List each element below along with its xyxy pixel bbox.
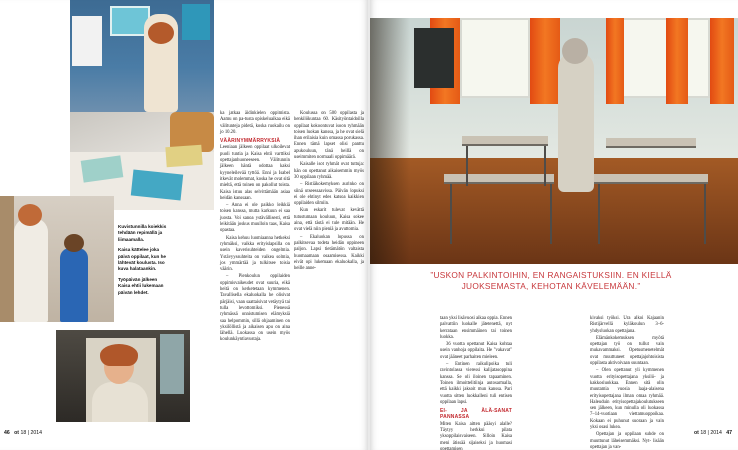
- paragraph: Elämänkokemuksen myötä opettajan työ on tullut vain mukavammaksi. Opetusmenetelmät ovat muuttuneet opettajajohtoisista oppilasta aktivoivaan suuntaan.: [590, 335, 664, 367]
- page-number: 46: [4, 430, 10, 436]
- section-heading: EI- JA ÄLÄ-SANAT PANNASSA: [440, 408, 512, 421]
- folio-left: [4, 430, 42, 436]
- paragraph: ka jatkaa äidinkielen oppimista. Aamu on pa-tusta opiskeluaikaa eikä välitunteja pidetä, koska ruokailu on jo 10.20.: [220, 111, 290, 135]
- photo-teacher-with-boy: [0, 196, 114, 322]
- paragraph: – Ristiäkokemyksen aurinko on siinä utseessaavissa. Päivän lopuksi ei ole ehtinyt edes katsoa kaikkien oppilaiden silmiin.: [294, 182, 364, 207]
- photo-classroom-teacher: [370, 18, 738, 264]
- paragraph: taan yksi lisävuosi aikaa oppia. Ennen palvattiin luokalle jätetenettä, nyt kerrataan ensimmäinen tai toinen luokka.: [440, 316, 512, 340]
- paragraph: – Ekaluokan lopussa on palkitsevaa todeta heidän oppineen paljon. Lapsi tietämätön valtaista huomaamaan osaamisessa. Kaikki eivät opi lukemaan ekaluokalla, ja heille anne-: [294, 234, 364, 272]
- paragraph: 36 vuotta opettanut Kaisa kohtaa usein vanhoja oppilaita. He "vakavat" ovat jääneet parhaiten mieleen.: [440, 342, 512, 360]
- caption-line-1: Kuvistunnilla koiekkis tehdään repimällä ja liimaamalla.: [118, 224, 167, 242]
- paragraph: – Entinen raikulipoika tuli ravintolassa vieressi kalijatasoppina kanssa. Se oli iloinen tapaaminen. Toinen ilmoittelitiinja autosarmalla, että kaikki jaksoit mun kanssa. Pari vuotta sitten luokkalleni tuli entisen oppilaan lapsi.: [440, 362, 512, 405]
- left-column-2: [294, 111, 364, 273]
- photo-teacher-portrait: [56, 330, 190, 422]
- issue-number: 18 | 2014: [20, 430, 43, 436]
- right-column-2: [590, 316, 664, 450]
- right-column-1: [440, 316, 512, 450]
- paragraph: Opettajan ja oppilaan suhde on muuttunut läheisemmäksi. Nyt- lisään opettajan ja van-: [590, 432, 664, 450]
- left-page: [0, 0, 368, 450]
- photo-caption: [118, 224, 168, 300]
- magazine-name: ot: [14, 430, 20, 436]
- magazine-name: ot: [693, 430, 699, 436]
- paragraph: Leeniaan jälkeen oppilaat ulkoilevat puoli tuntia ja Kaisa ehtii varttiksi opettajanhuoneeseen. Välitunnin jälkeen häntä odottaa kaksi kyyneleilevää tyttöä. Enni ja Isabel itkevät molemmat, koska he ovat sitä mieltä, että toinen on pakollut toista. Kaisa istuu alas selvittämään asiaa heidän kanssaan.: [220, 145, 290, 201]
- paragraph: kivaksi työksi. Ura alkoi Kajaanin Ristijärvellä kyläkoulun 3–6-yhdysluokan opettajana.: [590, 316, 664, 334]
- page-number: 47: [726, 430, 732, 436]
- paragraph: Kaisa kehuu luomiaanna hetkeksi ryhmäksi, vaikka erityislapsilla on usein kaverisuhteiden ongelmia. Ystävyyssuhteita on vaikea solmia, jos ymmärtää ja tulkitsee toisia väärin.: [220, 235, 290, 273]
- paragraph: Koulussa on 500 oppilasta ja henkilökuntaa 60. Käsityöntaidoilla oppilaat kokoontuvat isoon ryhmään toisen luokan kanssa, ja he ovat sielä ihan erilaisia kuin omassa porukassa. Ennen tämä lapset olisi panttu apukouluun, tänä heillä on useimmiten normaali oppimäärä.: [294, 111, 364, 161]
- paragraph: Kaisalle isot ryhmät ovat tuttuja: hän on opettanut aikaisemmin myös 30 oppilaan ryhmää.: [294, 162, 364, 180]
- caption-line-3: Työpäivän jälkeen Kaisa ehtii lukemaan päivän lehdet.: [118, 276, 164, 295]
- paragraph: – Olen opettanut yli kymmenen vuotta erityisopettajana yksilö- ja kakkosluokkaa. Ennen sitä olin muutamia vuosia laaja-alaisena erityisopettajana ilman omaa ryhmää. Haleuduin erityisopettajakoulutukseen sen jälkeen, kun minulla oli luokassa 7–14-vuotiaan viettamuoppoikaa. Kokaan ei puhunut suoraan ja vain yksi osasi lukea.: [590, 368, 664, 431]
- right-page: [370, 0, 738, 450]
- pull-quote: ”USKON PALKINTOIHIN, EN RANGAISTUKSIIN. EN KIELLÄ JUOKSEMASTA, KEHOTAN KÄVELEMÄÄN.”: [430, 270, 672, 291]
- paragraph: Miten Kaisa aitten pääsyi alalle? Täytyy herkkui pilata yksoppilaisvaiseen. Silloin Kaisa meni ätissää sijaiseksi ja huomasi opettamisen: [440, 421, 512, 450]
- left-column-1: [220, 111, 290, 345]
- section-heading: VÄÄRINYMMÄRRYKSIÄ: [220, 138, 281, 145]
- paragraph: Kun eskarit tulevat kevättä tutustumaan kouluun, Kaisa sokee aina, että tästä ei tule mitään. He ovat vielä niin pieniä ja avuttomia.: [294, 208, 364, 233]
- folio-right: [694, 430, 732, 436]
- caption-line-2: Kaisa kättelee joka päivä oppilaat, kun he lähtevät koulusta. Iso kuva halataankin.: [118, 247, 166, 272]
- paragraph: – Pienkoulun oppilaiden oppimisvaikeudet ovat suuria, eikä heitä on kerketetaan kymmenen. Tavallisella ekaluokalla he olisivat pärjäisi, vaan saattaisivat vetäytyä tai tulla levottomiksi. Pienessä ryhmässä onnistumisen elämyksiä saa helpommin, sillä ohjaaminen on yksilöllistä ja aikaisen apu on aina lähellä. Luokassa on usein myös koulunkäyntiavustaja.: [220, 274, 290, 343]
- issue-number: 18 | 2014: [700, 430, 722, 436]
- paragraph: – Anna ei ole paikko leikkiä toisen kanssa, mutta karkuun ei saa juosta. Voi sanoa ystävällisesti, että leikitään joskus muulloin taas, Kaisa opastaa.: [220, 203, 290, 234]
- photo-teacher-at-wall: [70, 0, 214, 112]
